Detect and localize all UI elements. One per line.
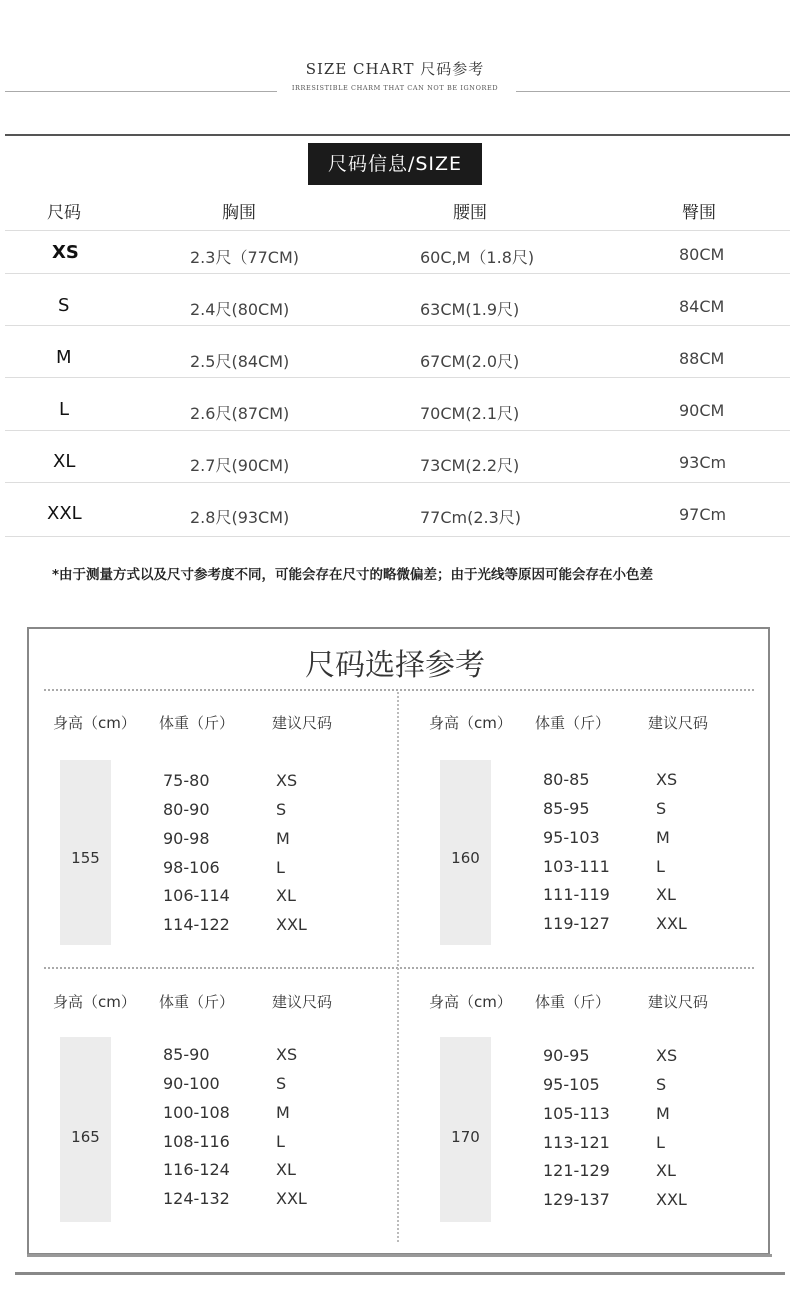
weight-range: 129-137 (543, 1190, 610, 1209)
suggested-size: XXL (656, 914, 687, 933)
height-header: 身高（cm） (429, 993, 512, 1011)
col-header-bust: 胸围 (222, 203, 256, 223)
dotted-divider (44, 967, 754, 969)
weight-range: 90-100 (163, 1074, 220, 1093)
suggested-size: XS (656, 1046, 678, 1065)
suggested-size: XL (276, 1160, 296, 1179)
bust-cell: 2.8尺(93CM) (190, 508, 290, 527)
waist-cell: 70CM(2.1尺) (420, 404, 520, 423)
weight-range: 116-124 (163, 1160, 230, 1179)
height-value: 165 (71, 1128, 100, 1146)
weight-range: 108-116 (163, 1132, 230, 1151)
weight-range: 95-103 (543, 828, 600, 847)
weight-range: 100-108 (163, 1103, 230, 1122)
row-divider (5, 230, 790, 231)
suggested-size: S (276, 800, 287, 819)
bust-cell: 2.7尺(90CM) (190, 456, 290, 475)
weight-range: 119-127 (543, 914, 610, 933)
weight-range: 95-105 (543, 1075, 600, 1094)
col-header-hip: 臀围 (682, 203, 716, 223)
size-cell: L (59, 399, 70, 420)
suggested-size-header: 建议尺码 (272, 993, 333, 1011)
suggested-size: M (276, 1103, 290, 1122)
size-cell: XS (52, 242, 79, 263)
suggested-size: S (276, 1074, 287, 1093)
suggested-size: M (656, 828, 670, 847)
height-header: 身高（cm） (53, 714, 136, 732)
panel-shadow (27, 1254, 772, 1257)
suggested-size: XXL (276, 1189, 307, 1208)
suggested-size: S (656, 1075, 667, 1094)
weight-range: 90-98 (163, 829, 210, 848)
col-header-waist: 腰围 (453, 203, 487, 223)
hip-cell: 80CM (679, 245, 725, 264)
bust-cell: 2.5尺(84CM) (190, 352, 290, 371)
height-value: 160 (451, 849, 480, 867)
suggested-size-header: 建议尺码 (648, 993, 709, 1011)
weight-header: 体重（斤） (159, 714, 235, 732)
suggested-size: L (656, 1133, 665, 1152)
waist-cell: 67CM(2.0尺) (420, 352, 520, 371)
suggested-size: L (656, 857, 665, 876)
size-info-badge: 尺码信息/SIZE (308, 143, 482, 185)
guide-title: 尺码选择参考 (305, 648, 485, 683)
row-divider (5, 325, 790, 326)
suggested-size-header: 建议尺码 (648, 714, 709, 732)
suggested-size: XL (656, 885, 676, 904)
weight-range: 113-121 (543, 1133, 610, 1152)
weight-range: 105-113 (543, 1104, 610, 1123)
suggested-size: L (276, 1132, 285, 1151)
hip-cell: 88CM (679, 349, 725, 368)
chart-title: SIZE CHART 尺码参考 (305, 60, 485, 78)
row-divider (5, 430, 790, 431)
weight-range: 75-80 (163, 771, 210, 790)
suggested-size: XS (276, 1045, 298, 1064)
weight-range: 103-111 (543, 857, 610, 876)
height-value: 155 (71, 849, 100, 867)
waist-cell: 60C,M（1.8尺) (420, 248, 535, 267)
suggested-size: XS (276, 771, 298, 790)
suggested-size: L (276, 858, 285, 877)
bottom-divider (15, 1272, 785, 1275)
weight-range: 90-95 (543, 1046, 590, 1065)
hip-cell: 93Cm (679, 453, 727, 472)
size-cell: M (56, 347, 72, 368)
suggested-size: M (656, 1104, 670, 1123)
size-cell: XL (53, 451, 76, 472)
suggested-size: S (656, 799, 667, 818)
weight-range: 85-90 (163, 1045, 210, 1064)
weight-range: 124-132 (163, 1189, 230, 1208)
suggested-size: XXL (276, 915, 307, 934)
hip-cell: 84CM (679, 297, 725, 316)
hip-cell: 90CM (679, 401, 725, 420)
waist-cell: 63CM(1.9尺) (420, 300, 520, 319)
weight-range: 111-119 (543, 885, 610, 904)
row-divider (5, 536, 790, 537)
size-cell: XXL (47, 503, 82, 524)
suggested-size: XL (656, 1161, 676, 1180)
weight-range: 80-90 (163, 800, 210, 819)
suggested-size: XS (656, 770, 678, 789)
col-header-size: 尺码 (47, 203, 81, 223)
weight-header: 体重（斤） (535, 714, 611, 732)
weight-range: 121-129 (543, 1161, 610, 1180)
weight-range: 85-95 (543, 799, 590, 818)
weight-range: 98-106 (163, 858, 220, 877)
dotted-vertical-divider (397, 692, 399, 1242)
hip-cell: 97Cm (679, 505, 727, 524)
bust-cell: 2.4尺(80CM) (190, 300, 290, 319)
weight-header: 体重（斤） (159, 993, 235, 1011)
measurement-note: *由于测量方式以及尺寸参考度不同，可能会存在尺寸的略微偏差；由于光线等原因可能会存在小色差 (52, 567, 654, 583)
waist-cell: 73CM(2.2尺) (420, 456, 520, 475)
bust-cell: 2.6尺(87CM) (190, 404, 290, 423)
height-header: 身高（cm） (53, 993, 136, 1011)
waist-cell: 77Cm(2.3尺) (420, 508, 522, 527)
suggested-size: XXL (656, 1190, 687, 1209)
height-header: 身高（cm） (429, 714, 512, 732)
suggested-size: XL (276, 886, 296, 905)
chart-subtitle: IRRESISTIBLE CHARM THAT CAN NOT BE IGNORED (291, 84, 499, 92)
weight-range: 114-122 (163, 915, 230, 934)
header-divider (5, 134, 790, 136)
bust-cell: 2.3尺（77CM) (190, 248, 300, 267)
height-value: 170 (451, 1128, 480, 1146)
weight-range: 106-114 (163, 886, 230, 905)
size-cell: S (58, 295, 70, 316)
suggested-size-header: 建议尺码 (272, 714, 333, 732)
suggested-size: M (276, 829, 290, 848)
weight-header: 体重（斤） (535, 993, 611, 1011)
weight-range: 80-85 (543, 770, 590, 789)
row-divider (5, 273, 790, 274)
row-divider (5, 377, 790, 378)
row-divider (5, 482, 790, 483)
dotted-divider (44, 689, 754, 691)
